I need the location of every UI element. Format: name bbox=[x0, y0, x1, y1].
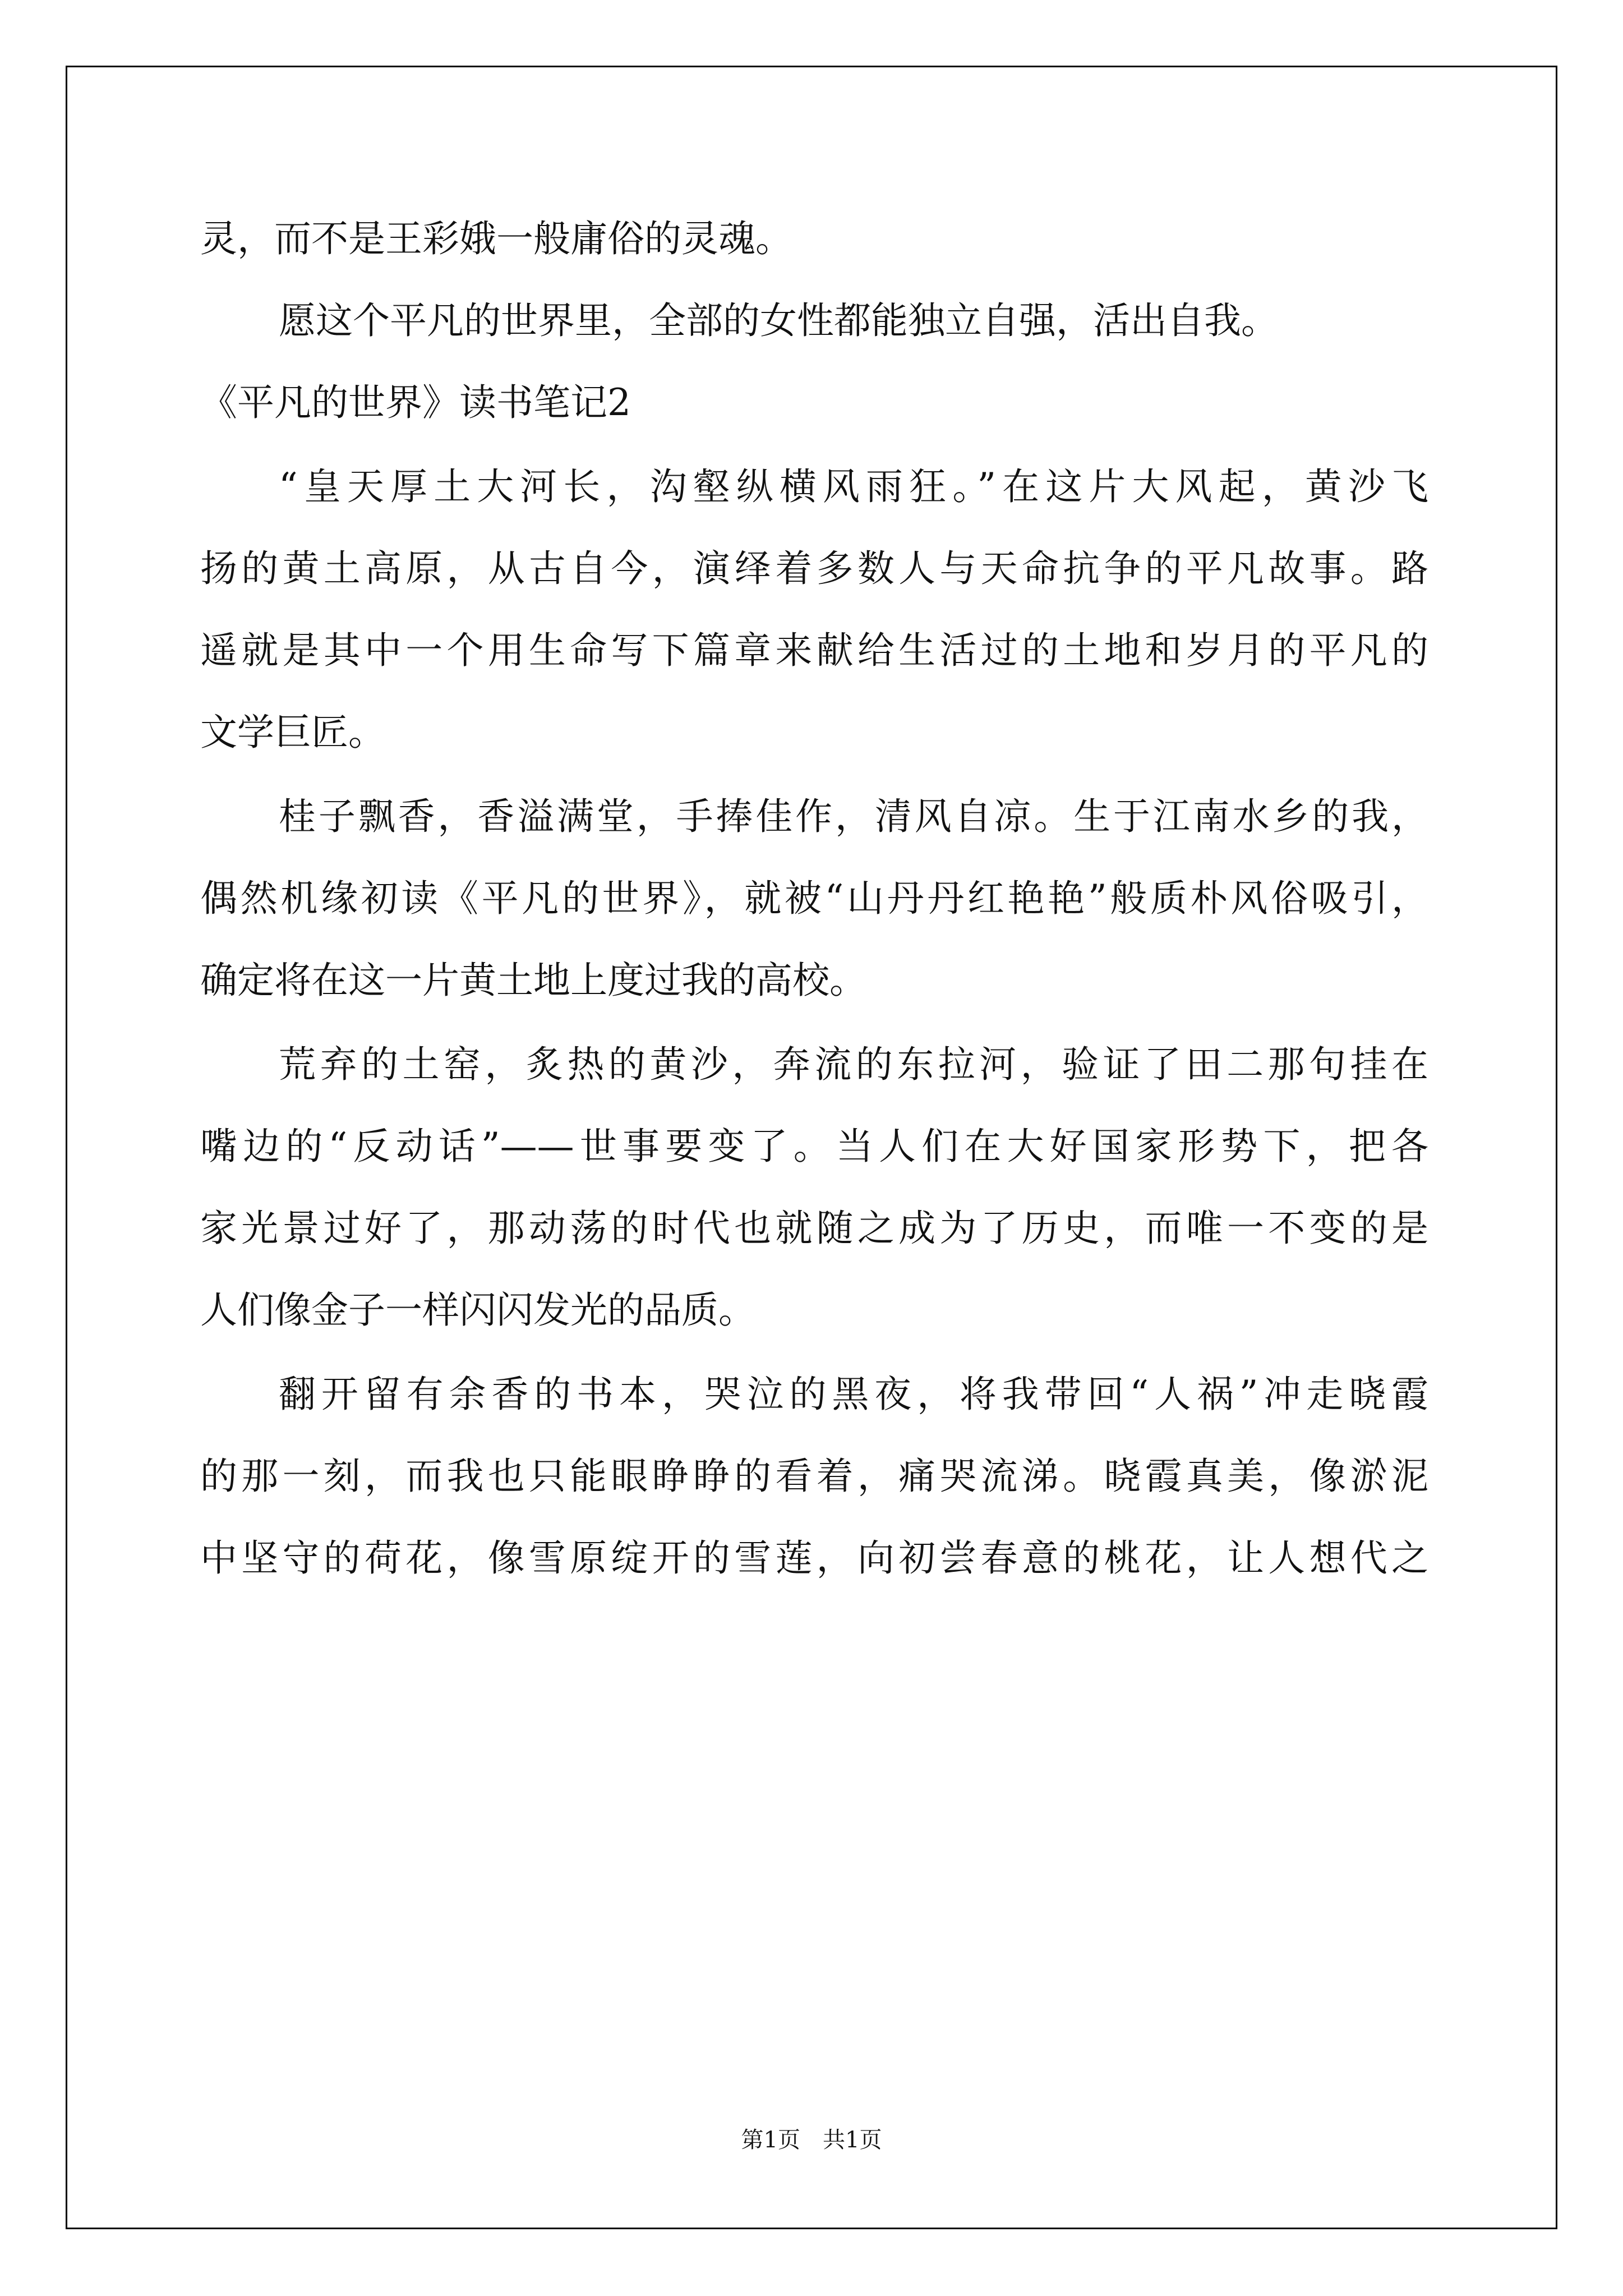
text-line: 桂子飘香，香溢满堂，手捧佳作，清风自凉。生于江南水乡的我， bbox=[279, 795, 1428, 838]
section-heading: 《平凡的世界》读书笔记2 bbox=[200, 381, 631, 424]
text-line: 偶然机缘初读《平凡的世界》，就被“山丹丹红艳艳”般质朴风俗吸引， bbox=[200, 877, 1428, 920]
text-line: 扬的黄土高原，从古自今，演绎着多数人与天命抗争的平凡故事。路 bbox=[200, 547, 1428, 590]
text-line: 愿这个平凡的世界里，全部的女性都能独立自强，活出自我。 bbox=[279, 299, 1278, 342]
text-line: 文学巨匠。 bbox=[200, 711, 385, 754]
text-line: 嘴边的“反动话”——世事要变了。当人们在大好国家形势下，把各 bbox=[200, 1125, 1428, 1168]
text-line: 人们像金子一样闪闪发光的品质。 bbox=[200, 1289, 755, 1332]
text-line: 确定将在这一片黄土地上度过我的高校。 bbox=[200, 959, 866, 1002]
text-line: 的那一刻，而我也只能眼睁睁的看着，痛哭流涕。晓霞真美，像淤泥 bbox=[200, 1455, 1428, 1498]
text-line: 中坚守的荷花，像雪原绽开的雪莲，向初尝春意的桃花，让人想代之 bbox=[200, 1536, 1428, 1580]
text-line: 家光景过好了，那动荡的时代也就随之成为了历史，而唯一不变的是 bbox=[200, 1207, 1428, 1250]
text-line: “皇天厚土大河长，沟壑纵横风雨狂。”在这片大风起，黄沙飞 bbox=[279, 465, 1428, 508]
text-line: 遥就是其中一个用生命写下篇章来献给生活过的土地和岁月的平凡的 bbox=[200, 629, 1428, 672]
text-line: 荒弃的土窑，炙热的黄沙，奔流的东拉河，验证了田二那句挂在 bbox=[279, 1043, 1428, 1086]
text-line: 翻开留有余香的书本，哭泣的黑夜，将我带回“人祸”冲走晓霞 bbox=[279, 1373, 1428, 1416]
text-line: 灵，而不是王彩娥一般庸俗的灵魂。 bbox=[200, 217, 792, 260]
page-number: 第1页 共1页 bbox=[741, 2127, 882, 2153]
